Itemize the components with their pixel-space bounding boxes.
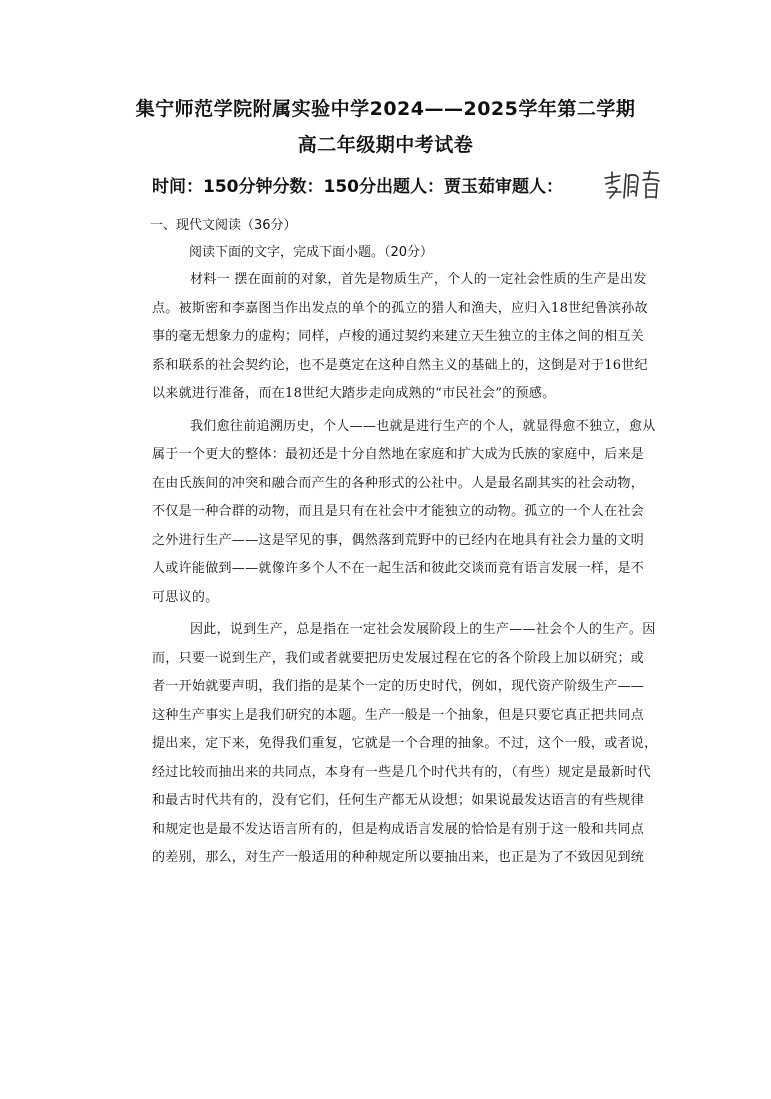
passage-line: 的差别，那么，对生产一般适用的种种规定所以要抽出来，也正是为了不致因见到统 <box>152 850 645 865</box>
exam-subtitle: 高二年级期中考试卷 <box>297 134 474 156</box>
reviewer-signature <box>602 170 662 202</box>
exam-title: 集宁师范学院附属实验中学2024——2025学年第二学期 <box>135 98 636 120</box>
passage-line: 以来就进行准备，而在18世纪大踏步走向成熟的“市民社会”的预感。 <box>152 386 556 401</box>
passage-line: 可思议的。 <box>152 589 219 605</box>
section-heading: 一、现代文阅读（36分） <box>150 218 297 233</box>
passage-line: 者一开始就要声明，我们指的是某个一定的历史时代，例如，现代资产阶级生产—— <box>152 679 645 694</box>
passage-line: 在由氏族间的冲突和融合而产生的各种形式的公社中。人是最名副其实的社会动物， <box>152 475 645 491</box>
passage-line: 不仅是一种合群的动物，而且是只有在社会中才能独立的动物。孤立的一个人在社会 <box>152 504 645 519</box>
passage-line: 属于一个更大的整体：最初还是十分自然地在家庭和扩大成为氏族的家庭中，后来是 <box>152 447 645 462</box>
passage-line: 我们愈往前追溯历史，个人——也就是进行生产的个人，就显得愈不独立，愈从 <box>190 418 656 434</box>
passage-line: 之外进行生产——这是罕见的事，偶然落到荒野中的已经内在地具有社会力量的文明 <box>152 532 645 548</box>
passage-line: 这种生产事实上是我们研究的本题。生产一般是一个抽象，但是只要它真正把共同点 <box>152 707 645 723</box>
passage-line: 经过比较而抽出来的共同点，本身有一些是几个时代共有的，（有些）规定是最新时代 <box>152 764 651 780</box>
passage-line: 点。被斯密和李嘉图当作出发点的单个的孤立的猎人和渔夫，应归入18世纪鲁滨孙故 <box>152 300 648 316</box>
exam-meta-line: 时间：150分钟分数：150分出题人：贾玉茹审题人： <box>152 177 563 197</box>
passage-line: 人或许能做到——就像许多个人不在一起生活和彼此交谈而竟有语言发展一样，是不 <box>152 561 645 576</box>
passage-line: 提出来，定下来，免得我们重复，它就是一个合理的抽象。不过，这个一般，或者说， <box>152 736 658 751</box>
passage-line: 而，只要一说到生产，我们或者就要把历史发展过程在它的各个阶段上加以研究；或 <box>152 650 645 666</box>
passage-line: 和规定也是最不发达语言所有的，但是构成语言发展的恰恰是有别于这一般和共同点 <box>152 821 645 837</box>
passage-line: 事的毫无想象力的虚构；同样，卢梭的通过契约来建立天生独立的主体之间的相互关 <box>152 329 645 344</box>
passage-line: 系和联系的社会契约论，也不是奠定在这种自然主义的基础上的，这倒是对于16世纪 <box>152 357 648 373</box>
passage-line: 材料一 摆在面前的对象，首先是物质生产，个人的一定社会性质的生产是出发 <box>190 272 647 287</box>
instruction-text: 阅读下面的文字，完成下面小题。（20分） <box>189 245 434 260</box>
reading-passage <box>152 266 668 873</box>
passage-line: 因此，说到生产，总是指在一定社会发展阶段上的生产——社会个人的生产。因 <box>190 622 656 637</box>
passage-line: 和最古时代共有的，没有它们，任何生产都无从设想；如果说最发达语言的有些规律 <box>152 793 645 808</box>
